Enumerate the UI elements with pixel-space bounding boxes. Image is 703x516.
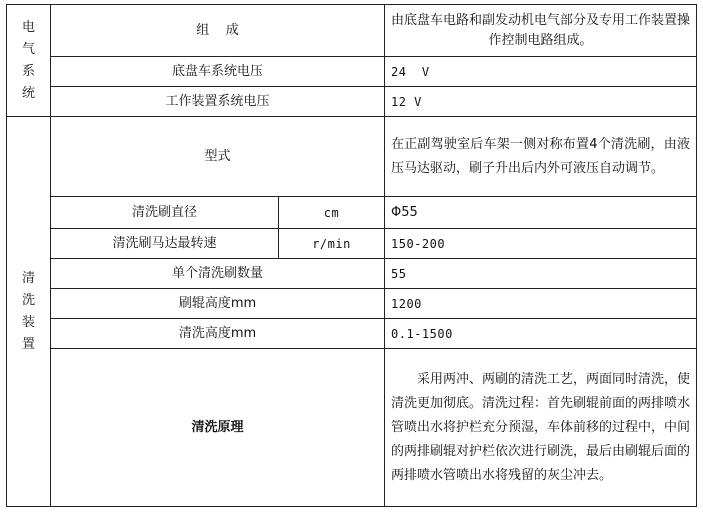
motor-speed-value: 150-200 [385,229,697,259]
principle-text: 采用两冲、两刷的清洗工艺，两面同时清洗，使清洗更加彻底。清洗过程：首先刷辊前面的两排喷水管喷出水将护栏充分预湿，车体前移的过程中，中间的两排刷辊对护栏依次进行刷洗，最后由刷辊后面的两排喷水管喷出水将残留的灰尘冲去。 [391,371,691,483]
brush-count-label: 单个清洗刷数量 [51,259,385,289]
group-char: 气 [21,41,35,57]
clean-height-row [7,319,697,349]
cleaning-type-row [7,117,697,197]
roller-height-label: 刷辊高度mm [51,289,385,319]
motor-speed-unit: r/min [279,229,385,259]
roller-height-value: 1200 [385,289,697,319]
clean-height-value: 0.1-1500 [385,319,697,349]
brush-count-row [7,259,697,289]
cleaning-principle-row [7,349,697,507]
group-char: 装 [21,314,35,330]
composition-value: 由底盘车电路和副发动机电气部分及专用工作装置操作控制电路组成。 [385,5,697,57]
group-char: 清 [21,270,35,286]
clean-height-label: 清洗高度mm [51,319,385,349]
group-char: 电 [21,19,35,35]
roller-height-row [7,289,697,319]
group-char: 系 [21,63,35,79]
group-char: 置 [21,336,35,352]
chassis-voltage-value: 24 V [385,57,697,87]
type-value: 在正副驾驶室后车架一侧对称布置4个清洗刷，由液压马达驱动，刷子升出后内外可液压自动调节。 [385,117,697,197]
working-voltage-value: 12 V [385,87,697,117]
principle-text-cell [385,349,697,507]
electrical-composition-row [7,5,697,57]
cleaning-device-group-label [7,117,51,507]
chassis-voltage-label: 底盘车系统电压 [51,57,385,87]
working-voltage-label: 工作装置系统电压 [51,87,385,117]
principle-label: 清洗原理 [51,349,385,507]
electrical-system-group-label [7,5,51,117]
working-voltage-row [7,87,697,117]
composition-label: 组 成 [51,5,385,57]
group-char: 统 [21,85,35,101]
chassis-voltage-row [7,57,697,87]
spec-table [6,4,697,507]
brush-diameter-value: Φ55 [385,197,697,229]
brush-diameter-unit: cm [279,197,385,229]
brush-diameter-row [7,197,697,229]
type-label: 型式 [51,117,385,197]
group-char: 洗 [21,292,35,308]
motor-speed-row [7,229,697,259]
brush-count-value: 55 [385,259,697,289]
brush-diameter-label: 清洗刷直径 [51,197,279,229]
motor-speed-label: 清洗刷马达最转速 [51,229,279,259]
